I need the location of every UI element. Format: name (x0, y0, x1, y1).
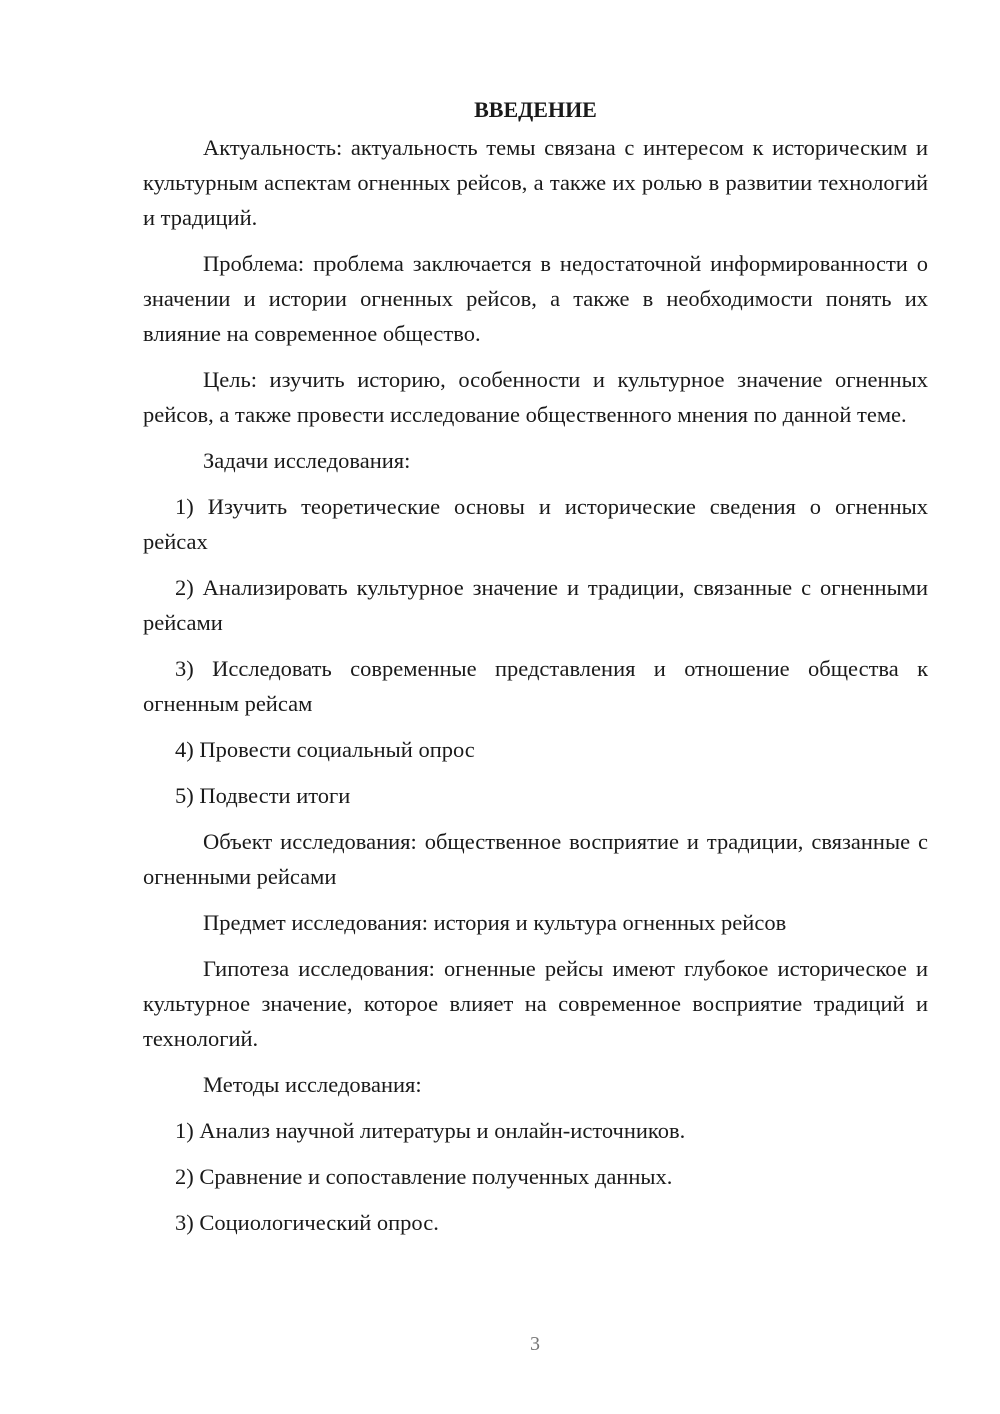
method-item-1: 1) Анализ научной литературы и онлайн-источников. (175, 1118, 686, 1143)
page-number: 3 (530, 1333, 540, 1355)
object-paragraph: Объект исследования: общественное восприятие и традиции, связанные с огненными рейсами (143, 829, 928, 889)
task-item-2: 2) Анализировать культурное значение и традиции, связанные с огненными рейсами (143, 575, 928, 635)
hypothesis-paragraph: Гипотеза исследования: огненные рейсы имеют глубокое историческое и культурное значение, которое влияет на современное восприятие традиций и технологий. (143, 956, 928, 1051)
task-item-5: 5) Подвести итоги (175, 783, 351, 808)
method-item-2: 2) Сравнение и сопоставление полученных данных. (175, 1164, 673, 1189)
task-item-3: 3) Исследовать современные представления и отношение общества к огненным рейсам (143, 656, 928, 716)
tasks-heading: Задачи исследования: (203, 448, 411, 473)
task-item-1: 1) Изучить теоретические основы и исторические сведения о огненных рейсах (143, 494, 928, 554)
document-page (143, 92, 928, 1251)
method-item-3: 3) Социологический опрос. (175, 1210, 439, 1235)
task-item-4: 4) Провести социальный опрос (175, 737, 475, 762)
relevance-paragraph: Актуальность: актуальность темы связана с интересом к историческим и культурным аспектам огненных рейсов, а также их ролью в развитии технологий и традиций. (143, 135, 928, 230)
page-title: ВВЕДЕНИЕ (474, 97, 597, 122)
subject-paragraph: Предмет исследования: история и культура огненных рейсов (203, 910, 787, 935)
goal-paragraph: Цель: изучить историю, особенности и культурное значение огненных рейсов, а также провести исследование общественного мнения по данной теме. (143, 367, 928, 427)
methods-heading: Методы исследования: (203, 1072, 422, 1097)
problem-paragraph: Проблема: проблема заключается в недостаточной информированности о значении и истории огненных рейсов, а также в необходимости понять их влияние на современное общество. (143, 251, 928, 346)
